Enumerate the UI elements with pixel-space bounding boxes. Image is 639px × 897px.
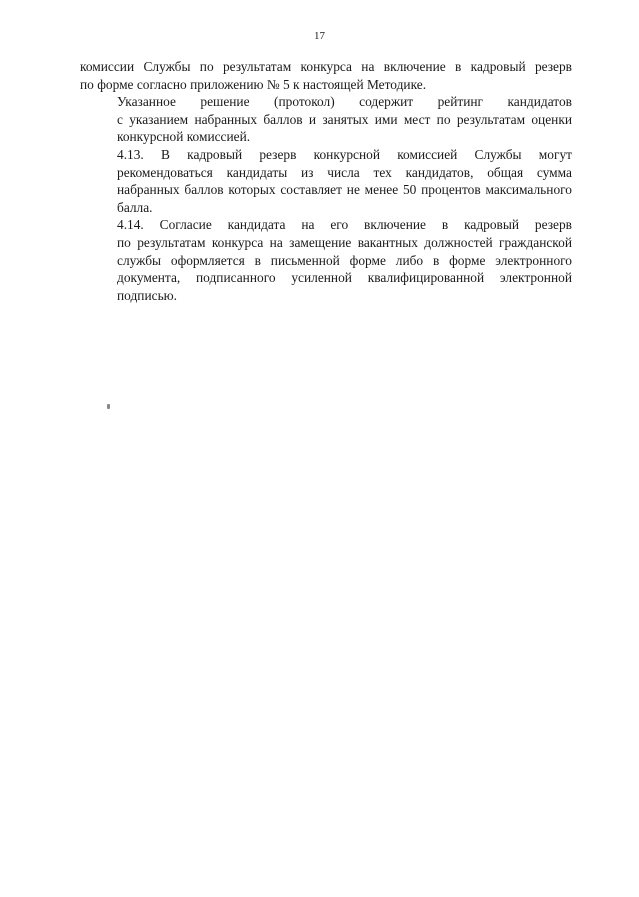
text-line: Указанное решение (протокол) содержит рейтинг кандидатов xyxy=(117,94,572,110)
text-line: документа, подписанного усиленной квалифицированной электронной xyxy=(117,270,572,286)
paragraph-4-14 xyxy=(80,216,572,304)
text-line: по результатам конкурса на замещение вакантных должностей гражданской xyxy=(117,234,572,250)
text-line: набранных баллов которых составляет не менее 50 процентов максимального xyxy=(117,182,572,198)
document-body xyxy=(80,58,572,304)
text-line: подписью. xyxy=(117,287,178,303)
paragraph-4-13 xyxy=(80,146,572,216)
paragraph-decision-rating xyxy=(80,93,572,146)
page-number: 17 xyxy=(314,30,325,42)
text-line: комиссии Службы по результатам конкурса на включение в кадровый резерв xyxy=(80,59,572,74)
text-line: по форме согласно приложению № 5 к настоящей Методике. xyxy=(80,76,427,92)
text-line: с указанием набранных баллов и занятых ими мест по результатам оценки xyxy=(117,111,572,127)
text-line: службы оформляется в письменной форме либо в форме электронного xyxy=(117,252,572,268)
text-line: 4.13. В кадровый резерв конкурсной комиссией Службы могут xyxy=(117,146,572,162)
paragraph-continuation xyxy=(80,58,572,93)
scan-artifact xyxy=(107,404,110,409)
text-line: конкурсной комиссией. xyxy=(117,129,251,145)
text-line: рекомендоваться кандидаты из числа тех кандидатов, общая сумма xyxy=(117,164,572,180)
text-line: 4.14. Согласие кандидата на его включение в кадровый резерв xyxy=(117,217,572,233)
text-line: балла. xyxy=(117,199,153,215)
